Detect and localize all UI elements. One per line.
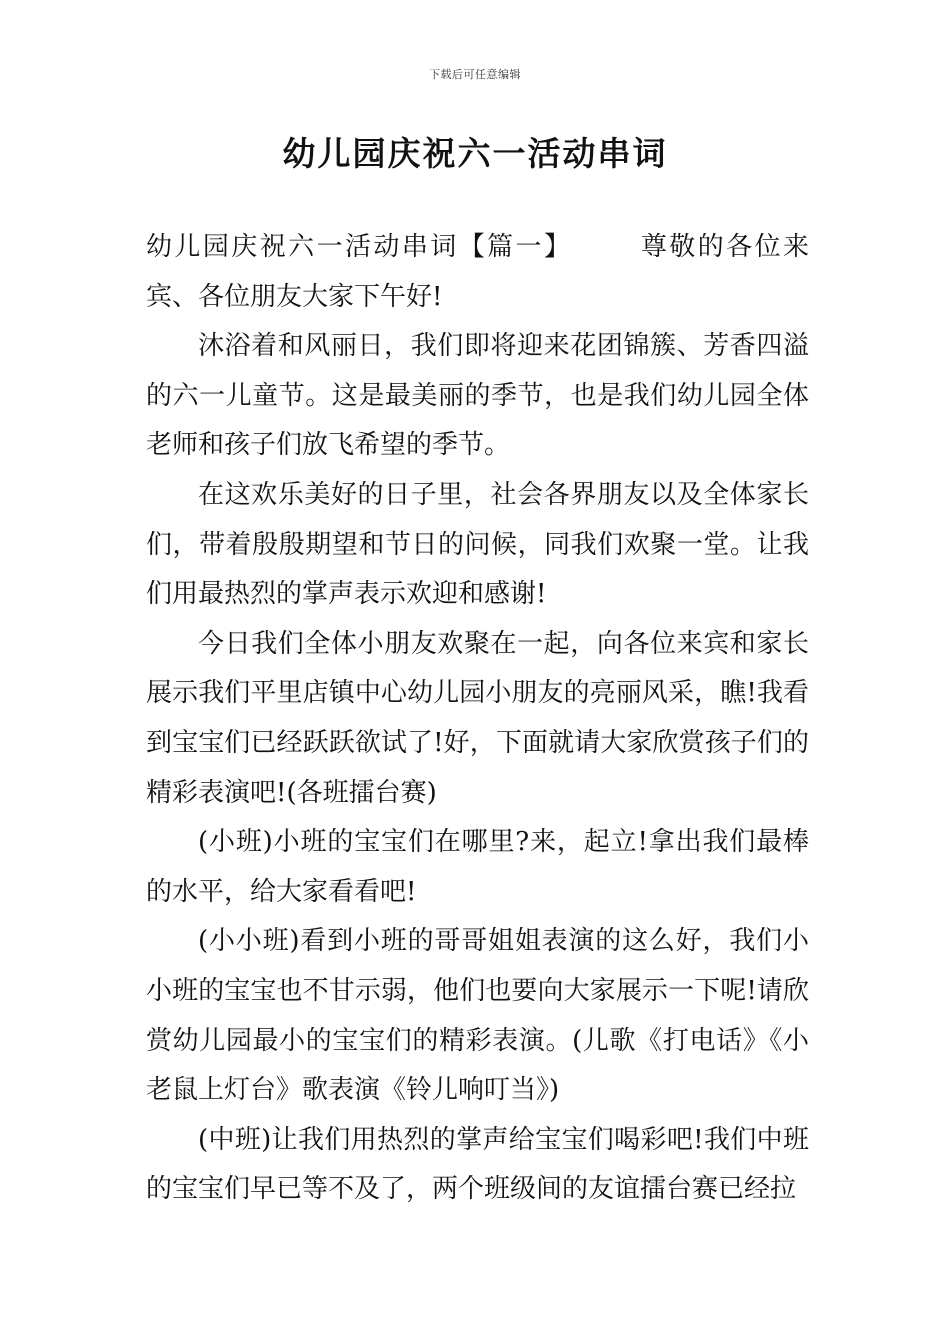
document-body: [146, 223, 809, 1215]
section-heading: 幼儿园庆祝六一活动串词【篇一】: [146, 232, 573, 262]
paragraph: (小小班)看到小班的哥哥姐姐表演的这么好，我们小小班的宝宝也不甘示弱，他们也要向大家展示一下呢!请欣赏幼儿园最小的宝宝们的精彩表演。(儿歌《打电话》《小老鼠上灯台》歌表演《铃儿响叮当》): [146, 926, 809, 1106]
paragraph: (小班)小班的宝宝们在哪里?来，起立!拿出我们最棒的水平，给大家看看吧!: [146, 827, 809, 907]
greeting-text: 尊敬的各位来宾、各位朋友大家下午好!: [146, 232, 809, 312]
paragraph: 在这欢乐美好的日子里，社会各界朋友以及全体家长们，带着殷殷期望和节日的问候，同我们欢聚一堂。让我们用最热烈的掌声表示欢迎和感谢!: [146, 479, 809, 610]
header-note: 下载后可任意编辑: [429, 68, 521, 81]
document-title: 幼儿园庆祝六一活动串词: [282, 134, 668, 173]
paragraph: 沐浴着和风丽日，我们即将迎来花团锦簇、芳香四溢的六一儿童节。这是最美丽的季节，也是我们幼儿园全体老师和孩子们放飞希望的季节。: [146, 331, 809, 461]
paragraph-intro: [146, 223, 809, 322]
paragraph: (中班)让我们用热烈的掌声给宝宝们喝彩吧!我们中班的宝宝们早已等不及了，两个班级间的友谊擂台赛已经拉: [146, 1124, 809, 1205]
paragraph: 今日我们全体小朋友欢聚在一起，向各位来宾和家长展示我们平里店镇中心幼儿园小朋友的亮丽风采，瞧!我看到宝宝们已经跃跃欲试了!好，下面就请大家欣赏孩子们的精彩表演吧!(各班擂台赛): [146, 628, 809, 808]
